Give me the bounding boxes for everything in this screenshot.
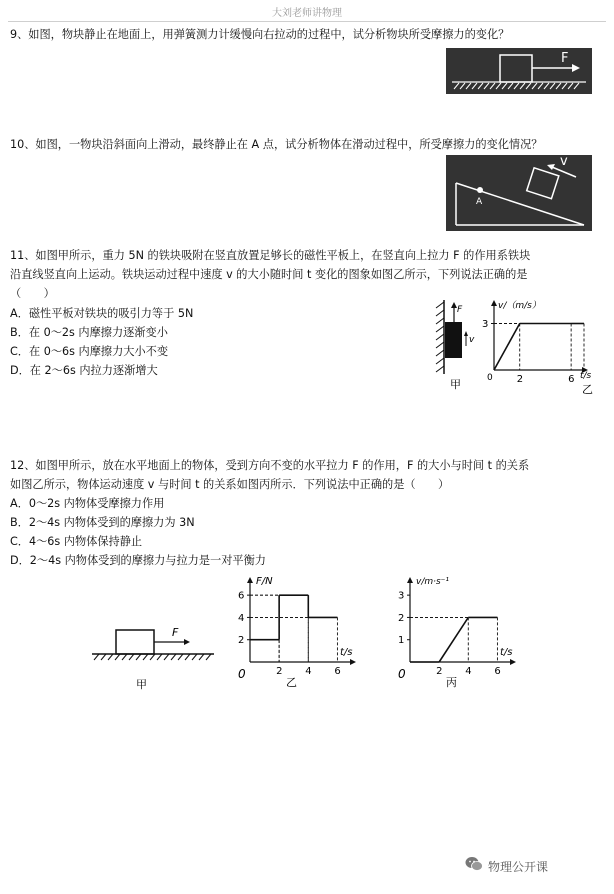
q12-option-c: C．4～6s 内物体保持静止	[10, 535, 143, 548]
q11-velocity-arrow-head	[464, 331, 468, 336]
q9-figure	[446, 48, 592, 94]
q11-plate-hatch	[436, 302, 444, 372]
q11-yi-x-tick-label-1: 6	[568, 374, 575, 385]
q12-yi-y-tick-label-0: 2	[238, 635, 245, 647]
q11-y-label: v/（m/s）	[498, 301, 541, 311]
q11-line3: （ ）	[10, 287, 55, 300]
wechat-icon	[465, 856, 483, 872]
q12-bing-x-tick-label-0: 2	[436, 666, 443, 677]
q11-option-c: C．在 0～6s 内摩擦力大小不变	[10, 345, 169, 358]
q12-option-a: A．0～2s 内物体受摩擦力作用	[10, 497, 165, 510]
q12-chart-yi	[232, 574, 362, 694]
q11-chart-yi	[482, 298, 596, 396]
q11-line1: 11、如图甲所示，重力 5N 的铁块吸附在竖直放置足够长的磁性平板上，在竖直向上拉力 F 的作用系铁块	[10, 249, 531, 262]
q12-line2: 如图乙所示，物体运动速度 v 与时间 t 的关系如图丙所示．下列说法中正确的是（ ）	[10, 478, 450, 491]
q12-block	[116, 630, 154, 654]
q12b-x-axis-arrow	[510, 659, 516, 665]
q12-bing-x-tick-label-2: 6	[494, 666, 501, 677]
q11-y-axis-arrow	[491, 300, 497, 306]
q12-bing-y-tick-label-0: 1	[398, 635, 405, 647]
q11-label-F: F	[457, 305, 463, 315]
q12b-label-bing: 丙	[446, 676, 457, 689]
q11-yi-x-tick-label-0: 2	[516, 374, 524, 385]
q11-yi-y-tick-label-0: 3	[482, 319, 489, 330]
q11-origin-label: 0	[487, 373, 493, 383]
q11-label-yi: 乙	[582, 383, 593, 396]
header-divider	[8, 21, 606, 22]
q10-point-A	[477, 187, 483, 193]
q11-option-b: B．在 0～2s 内摩擦力逐渐变小	[10, 326, 168, 339]
q12-bing-y-tick-label-2: 3	[398, 590, 405, 602]
q12-yi-x-tick-label-0: 2	[276, 666, 283, 677]
q12a-y-axis-arrow	[247, 577, 253, 583]
watermark-text: 物理公开课	[488, 860, 549, 874]
q12-option-b: B．2～4s 内物体受到的摩擦力为 3N	[10, 516, 195, 529]
q12-line1: 12、如图甲所示，放在水平地面上的物体，受到方向不变的水平拉力 F 的作用，F 的大小与时间 t 的关系	[10, 459, 530, 472]
q12a-y-label: F/N	[256, 576, 273, 587]
q11-iron-block	[445, 322, 462, 358]
q12-yi-x-tick-label-2: 6	[334, 666, 341, 677]
q12-yi-x-tick-label-1: 4	[305, 666, 312, 677]
q12b-y-label: v/m·s⁻¹	[416, 577, 450, 587]
page-header-title: 大刘老师讲物理	[272, 8, 342, 19]
q12-label-jia: 甲	[136, 678, 147, 691]
q12b-x-label: t/s	[500, 647, 513, 658]
q10-figure	[446, 155, 592, 231]
q9-text: 9、如图，物块静止在地面上，用弹簧测力计缓慢向右拉动的过程中，试分析物块所受摩擦力的变化？	[10, 28, 510, 41]
q10-text: 10、如图，一物块沿斜面向上滑动，最终静止在 A 点，试分析物体在滑动过程中，所受摩擦力的变化情况？	[10, 138, 543, 151]
q12-figure-jia	[88, 612, 218, 692]
q11-option-a: A．磁性平板对铁块的吸引力等于 5N	[10, 307, 194, 320]
q12-yi-y-tick-label-2: 6	[238, 590, 245, 602]
q11-line2: 沿直线竖直向上运动。铁块运动过程中速度 v 的大小随时间 t 变化的图象如图乙所示，下列说法正确的是	[10, 268, 528, 281]
q12-force-arrow-head	[184, 639, 190, 645]
q11-label-v: v	[469, 335, 475, 345]
q11-yi-segment-0	[494, 324, 520, 371]
q12-chart-bing	[392, 574, 522, 694]
q12-bing-x-tick-label-1: 4	[465, 666, 472, 677]
q12-ground-hatch	[94, 654, 211, 660]
q11-option-d: D．在 2～6s 内拉力逐渐增大	[10, 364, 158, 377]
q12a-x-axis-arrow	[350, 659, 356, 665]
q12-option-d: D．2～4s 内物体受到的摩擦力与拉力是一对平衡力	[10, 554, 266, 567]
q12-yi-y-tick-label-1: 4	[238, 612, 245, 624]
q12-bing-segment-1	[439, 617, 468, 662]
q12-bing-y-tick-label-1: 2	[398, 612, 405, 624]
q10-label-A: A	[476, 197, 483, 207]
q10-background	[446, 155, 592, 231]
q12a-label-yi: 乙	[286, 676, 297, 689]
q12b-origin-label: 0	[398, 667, 406, 681]
q9-label-F: F	[561, 51, 569, 66]
q10-label-v: v	[560, 154, 568, 169]
q12a-origin-label: 0	[238, 667, 246, 681]
q11-figure-jia	[432, 298, 482, 390]
q11-label-jia: 甲	[450, 378, 461, 391]
q12a-x-label: t/s	[340, 647, 353, 658]
q12b-y-axis-arrow	[407, 577, 413, 583]
q12-label-F: F	[172, 626, 179, 639]
q11-x-label: t/s	[580, 371, 592, 381]
